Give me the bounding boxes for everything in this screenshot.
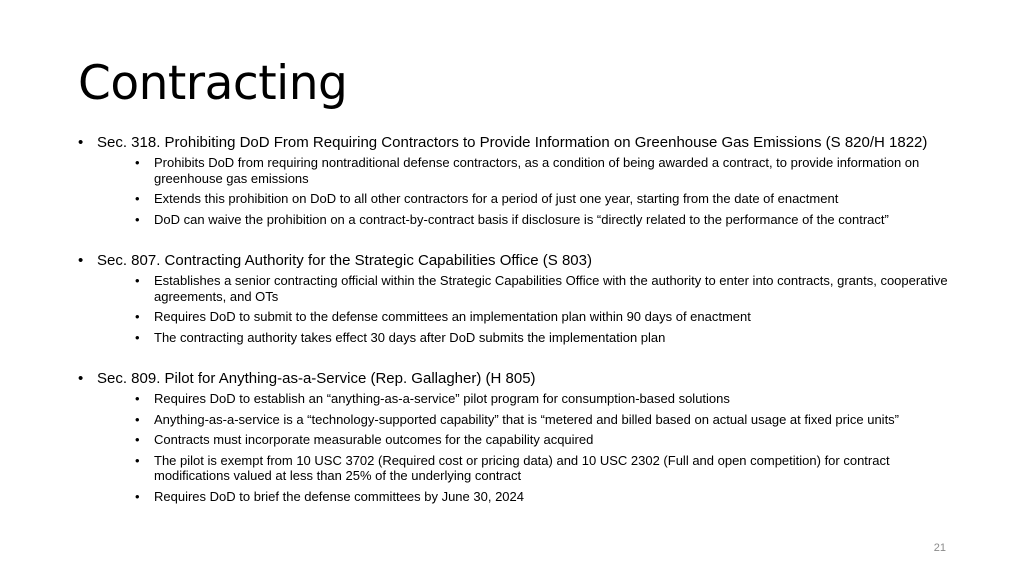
bullet-icon: •	[78, 370, 84, 387]
list-item-text: Anything-as-a-service is a “technology-supported capability” that is “metered and billed based on actual usage at fixed price units”	[154, 411, 900, 427]
section-809	[78, 370, 968, 504]
bullet-icon: •	[78, 252, 84, 269]
list-item	[97, 489, 968, 505]
bullet-icon: •	[135, 411, 140, 427]
list-item-text: DoD can waive the prohibition on a contract-by-contract basis if disclosure is “directly related to the performance of the contract”	[154, 211, 889, 227]
section-heading	[78, 252, 968, 345]
bullet-icon: •	[135, 329, 140, 345]
list-item	[97, 212, 968, 228]
section-heading-text: Sec. 809. Pilot for Anything-as-a-Service (Rep. Gallagher) (H 805)	[97, 370, 536, 387]
bullet-icon: •	[135, 488, 140, 504]
list-item-text: Establishes a senior contracting official within the Strategic Capabilities Office with the authority to enter into contracts, grants, cooperative agreements, and OTs	[154, 273, 948, 304]
bullet-icon: •	[135, 211, 140, 227]
page-number: 21	[933, 542, 946, 554]
list-item-text: Requires DoD to brief the defense committees by June 30, 2024	[154, 488, 524, 504]
section-heading	[78, 134, 968, 227]
list-item-text: The contracting authority takes effect 30 days after DoD submits the implementation plan	[154, 329, 666, 345]
sub-list	[97, 391, 968, 504]
bullet-icon: •	[135, 309, 140, 324]
list-item-text: Requires DoD to submit to the defense committees an implementation plan within 90 days of enactment	[154, 309, 751, 324]
section-heading-text: Sec. 318. Prohibiting DoD From Requiring Contractors to Provide Information on Greenhouse Gas Emissions (S 820/H 1822)	[97, 134, 928, 151]
list-item	[97, 453, 968, 484]
bullet-icon: •	[135, 273, 140, 288]
section-heading	[78, 370, 968, 504]
bullet-icon: •	[135, 191, 140, 206]
list-item-text: Prohibits DoD from requiring nontraditional defense contractors, as a condition of being awarded a contract, to provide information on greenhouse gas emissions	[154, 155, 920, 186]
bullet-icon: •	[135, 452, 140, 468]
bullet-icon: •	[135, 432, 140, 447]
list-item	[97, 391, 968, 407]
slide-title: Contracting	[78, 56, 348, 111]
list-item-text: Extends this prohibition on DoD to all other contractors for a period of just one year, starting from the date of enactment	[154, 191, 839, 206]
sub-list	[97, 273, 968, 345]
bullet-icon: •	[135, 155, 140, 170]
list-item-text: The pilot is exempt from 10 USC 3702 (Required cost or pricing data) and 10 USC 2302 (Full and open competition) for contract modifications valued at less than 25% of the underlying contract	[154, 452, 890, 483]
list-item	[97, 191, 968, 207]
sub-list	[97, 155, 968, 227]
bullet-icon: •	[78, 134, 84, 151]
list-item-text: Contracts must incorporate measurable outcomes for the capability acquired	[154, 432, 594, 447]
list-item	[97, 432, 968, 448]
section-heading-text: Sec. 807. Contracting Authority for the Strategic Capabilities Office (S 803)	[97, 252, 592, 269]
list-item	[97, 155, 968, 186]
list-item	[97, 309, 968, 325]
section-807	[78, 252, 968, 345]
slide-body	[78, 134, 968, 509]
list-item	[97, 330, 968, 346]
list-item-text: Requires DoD to establish an “anything-as-a-service” pilot program for consumption-based solutions	[154, 391, 730, 406]
section-318	[78, 134, 968, 227]
list-item	[97, 273, 968, 304]
bullet-icon: •	[135, 391, 140, 406]
list-item	[97, 412, 968, 428]
